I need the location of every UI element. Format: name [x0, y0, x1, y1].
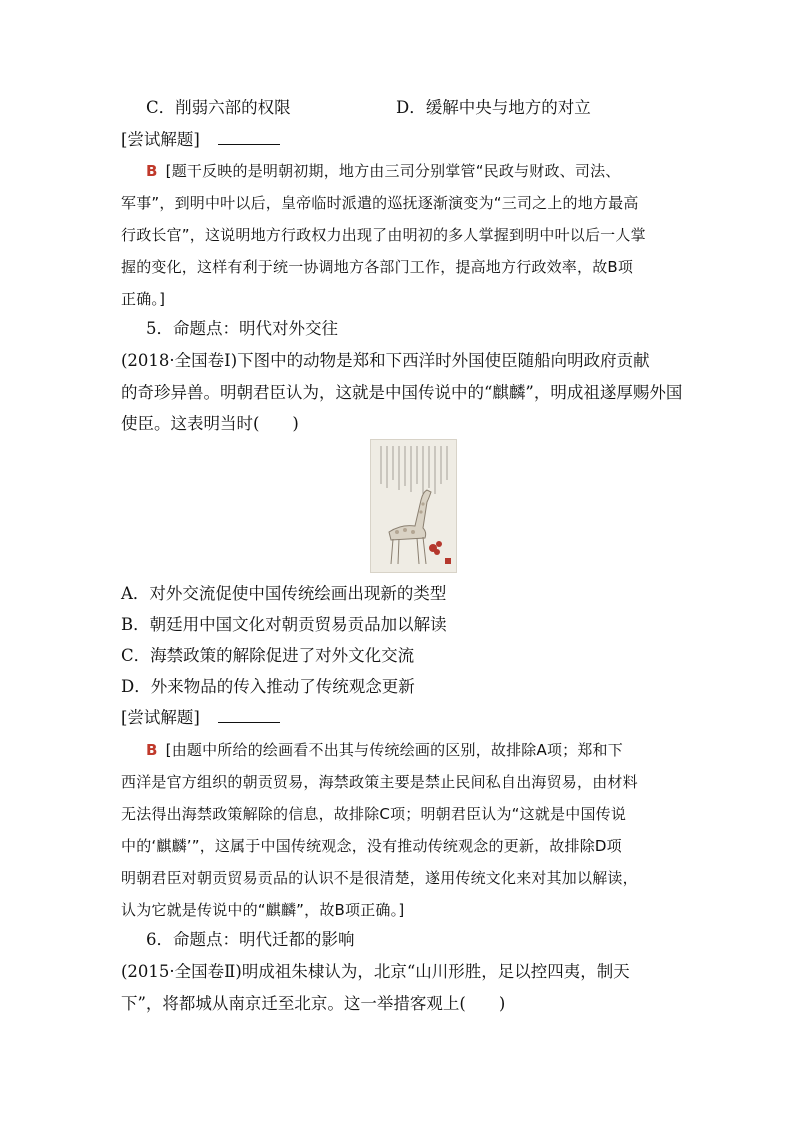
q5-explain-line-3: 无法得出海禁政策解除的信息，故排除C项；明朝君臣认为“这就是中国传说 [121, 805, 627, 823]
q5-stem-line-3: 使臣。这表明当时( ) [121, 414, 299, 433]
q5-option-a: A．对外交流促使中国传统绘画出现新的类型 [121, 584, 447, 603]
q5-stem-line-2: 的奇珍异兽。明朝君臣认为，这就是中国传说中的“麒麟”，明成祖遂厚赐外国 [121, 383, 683, 402]
q4-explain-line-5: 正确。] [121, 290, 166, 308]
q4-explain-line-2: 军事”，到明中叶以后，皇帝临时派遣的巡抚逐渐演变为“三司之上的地方最高 [121, 194, 639, 212]
q5-explain-line-1: B [由题中所给的绘画看不出其与传统绘画的区别，故排除A项；郑和下 [146, 741, 623, 759]
q4-answer-letter: B [146, 162, 158, 180]
q6-stem-line-2: 下”，将都城从南京迁至北京。这一举措客观上( ) [121, 994, 506, 1013]
qilin-giraffe-painting [370, 439, 457, 573]
q6-stem-line-1: (2015·全国卷Ⅱ)明成祖朱棣认为，北京“山川形胜，足以控四夷，制天 [121, 962, 630, 981]
q4-explain-line-4: 握的变化，这样有利于统一协调地方各部门工作，提高地方行政效率，故B项 [121, 258, 634, 276]
q5-stem-line-1: (2018·全国卷Ⅰ)下图中的动物是郑和下西洋时外国使臣随船向明政府贡献 [121, 351, 650, 370]
q5-explain-line-6: 认为它就是传说中的“麒麟”，故B项正确。] [121, 901, 405, 919]
giraffe-painting-svg [371, 440, 456, 572]
q5-explain-line-4: 中的‘麒麟’”，这属于中国传统观念，没有推动传统观念的更新，故排除D项 [121, 837, 622, 855]
q4-try-label: [尝试解题] [121, 130, 200, 149]
q4-option-d: D．缓解中央与地方的对立 [396, 98, 591, 117]
q4-options-row [146, 97, 591, 119]
q5-answer-blank[interactable] [218, 708, 280, 723]
q4-answer-blank[interactable] [218, 130, 280, 145]
q5-heading: 5．命题点：明代对外交往 [146, 319, 338, 338]
q4-explain-line-3: 行政长官”，这说明地方行政权力出现了由明初的多人掌握到明中叶以后一人掌 [121, 226, 646, 244]
q5-explain-line-5: 明朝君臣对朝贡贸易贡品的认识不是很清楚，遂用传统文化来对其加以解读， [121, 869, 638, 887]
q5-option-b: B．朝廷用中国文化对朝贡贸易贡品加以解读 [121, 615, 447, 634]
q4-option-c: C．削弱六部的权限 [146, 98, 291, 117]
q4-explain-line-1: B [题干反映的是明朝初期，地方由三司分别掌管“民政与财政、司法、 [146, 162, 621, 180]
q5-option-c: C．海禁政策的解除促进了对外文化交流 [121, 646, 415, 665]
q5-answer-letter: B [146, 741, 158, 759]
q5-explain-line-2: 西洋是官方组织的朝贡贸易，海禁政策主要是禁止民间私自出海贸易，由材料 [121, 773, 638, 791]
q5-option-d: D．外来物品的传入推动了传统观念更新 [121, 677, 415, 696]
q6-heading: 6．命题点：明代迁都的影响 [146, 930, 355, 949]
q4-try-row [121, 129, 280, 151]
q5-try-label: [尝试解题] [121, 708, 200, 727]
q5-try-row [121, 707, 280, 729]
